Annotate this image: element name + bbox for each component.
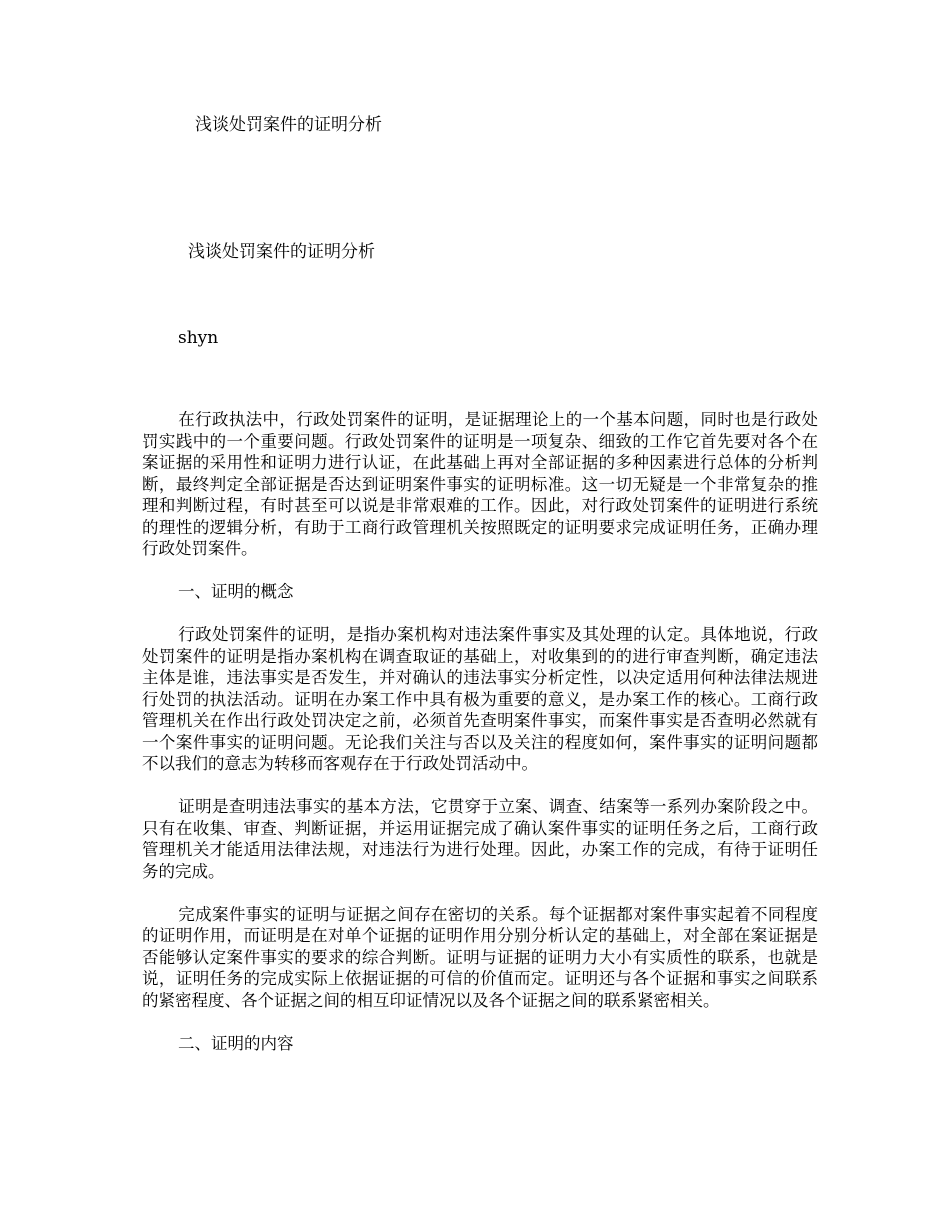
- paragraph-intro: 在行政执法中，行政处罚案件的证明，是证据理论上的一个基本问题，同时也是行政处罚实践中的一个重要问题。行政处罚案件的证明是一项复杂、细致的工作它首先要对各个在案证据的采用性和证明力进行认证，在此基础上再对全部证据的多种因素进行总体的分析判断，最终判定全部证据是否达到证明案件事实的证明标准。这一切无疑是一个非常复杂的推理和判断过程，有时甚至可以说是非常艰难的工作。因此，对行政处罚案件的证明进行系统的理性的逻辑分析，有助于工商行政管理机关按照既定的证明要求完成证明任务，正确办理行政处罚案件。: [142, 410, 818, 558]
- section-heading-2: 二、证明的内容: [178, 1033, 294, 1053]
- paragraph-concept: 行政处罚案件的证明，是指办案机构对违法案件事实及其处理的认定。具体地说，行政处罚案件的证明是指办案机构在调查取证的基础上，对收集到的的进行审查判断，确定违法主体是谁，违法事实是否发生，并对确认的违法事实分析定性，以决定适用何种法律法规进行处罚的执法活动。证明在办案工作中具有极为重要的意义，是办案工作的核心。工商行政管理机关在作出行政处罚决定之前，必须首先查明案件事实，而案件事实是否查明必然就有一个案件事实的证明问题。无论我们关注与否以及关注的程度如何，案件事实的证明问题都不以我们的意志为转移而客观存在于行政处罚活动中。: [142, 625, 818, 773]
- paragraph-evidence-relation: 完成案件事实的证明与证据之间存在密切的关系。每个证据都对案件事实起着不同程度的证明作用，而证明是在对单个证据的证明作用分别分析认定的基础上，对全部在案证据是否能够认定案件事实的要求的综合判断。证明与证据的证明力大小有实质性的联系，也就是说，证明任务的完成实际上依据证据的可信的价值而定。证明还与各个证据和事实之间联系的紧密程度、各个证据之间的相互印证情况以及各个证据之间的联系紧密相关。: [142, 904, 818, 1010]
- document-header-title: 浅谈处罚案件的证明分析: [195, 115, 382, 135]
- paragraph-method: 证明是查明违法事实的基本方法，它贯穿于立案、调查、结案等一系列办案阶段之中。只有在收集、审查、判断证据，并运用证据完成了确认案件事实的证明任务之后，工商行政管理机关才能适用法律法规，对违法行为进行处理。因此，办案工作的完成，有待于证明任务的完成。: [142, 797, 818, 881]
- section-heading-1: 一、证明的概念: [178, 582, 294, 601]
- article-title: 浅谈处罚案件的证明分析: [188, 242, 375, 262]
- author-name: shyn: [178, 328, 219, 348]
- article-body: [142, 409, 818, 1054]
